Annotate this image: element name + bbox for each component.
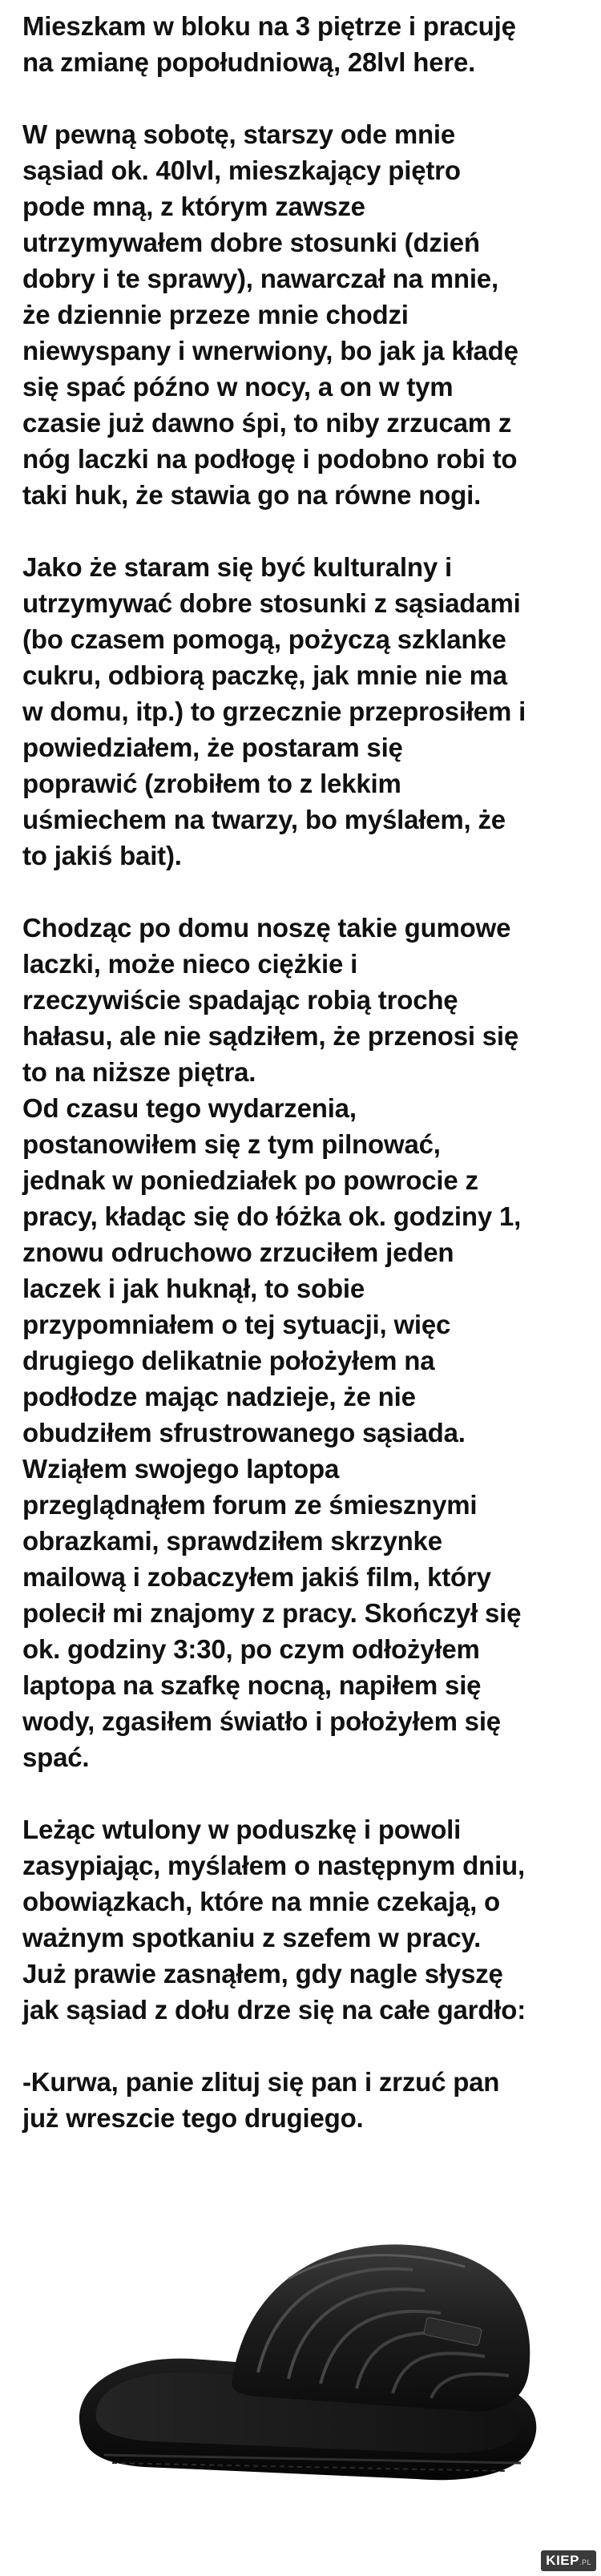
paragraph-7: -Kurwa, panie zlituj się pan i zrzuć pan już wreszcie tego drugiego. [22,2067,500,2133]
paragraph-5: Od czasu tego wydarzenia, postanowiłem się z tym pilnować, jednak w poniedziałek po powrocie z pracy, kładąc się do łóżka ok. godziny 1, znowu odruchowo zrzuciłem jeden laczek i jak huknął, to sobie przypomniałem o tej sytuacji, więc drugiego delikatnie położyłem na podłodze mając nadzieje, że nie obudziłem sfrustrowanego sąsiada. Wziąłem swojego laptopa przeglądnąłem forum ze śmiesznymi obrazkami, sprawdziłem skrzynke mailową i zobaczyłem jakiś film, który polecił mi znajomy z pracy. Skończył się ok. godziny 3:30, po czym odłożyłem laptopa na szafkę nocną, napiłem się wody, zgasiłem światło i położyłem się spać. [22,1093,522,1772]
paragraph-6: Leżąc wtulony w poduszkę i powoli zasypiając, myślałem o następnym dniu, obowiązkach, które na mnie czekają, o ważnym spotkaniu z szefem w pracy. Już prawie zasnąłem, gdy nagle słyszę jak sąsiad z dołu drze się na całe gardło: [22,1815,526,2025]
paragraph-1: Mieszkam w bloku na 3 piętrze i pracuję na zmianę popołudniową, 28lvl here. [22,11,516,77]
paragraph-2: W pewną sobotę, starszy ode mnie sąsiad ok. 40lvl, mieszkający piętro pode mną, z którym zawsze utrzymywałem dobre stosunki (dzień dobry i te sprawy), nawarczał na mnie, że dziennie przeze mnie chodzi niewyspany i wnerwiony, bo jak ja kładę się spać późno w nocy, a on w tym czasie już dawno śpi, to niby zrzucam z nóg laczki na podłogę i podobno robi to taki huk, że stawia go na równe nogi. [22,119,518,510]
watermark-suffix: .PL [579,2558,591,2566]
watermark-text: KIEP [546,2553,579,2568]
slipper-icon [48,2186,553,2531]
paragraph-4: Chodząc po domu noszę takie gumowe laczki, może nieco ciężkie i rzeczywiście spadając robią trochę hałasu, ale nie sądziłem, że przenosi się to na niższe piętra. [22,913,519,1087]
paragraph-3: Jako że staram się być kulturalny i utrzymywać dobre stosunki z sąsiadami (bo czasem pomogą, pożyczą szklanke cukru, odbiorą paczkę, jak mnie nie ma w domu, itp.) to grzecznie przeprosiłem i powiedziałem, że postaram się poprawić (zrobiłem to z lekkim uśmiechem na twarzy, bo myślałem, że to jakiś bait). [22,552,526,870]
watermark-logo [541,2550,596,2571]
slipper-photo [48,2186,553,2531]
story-text [22,8,588,2172]
